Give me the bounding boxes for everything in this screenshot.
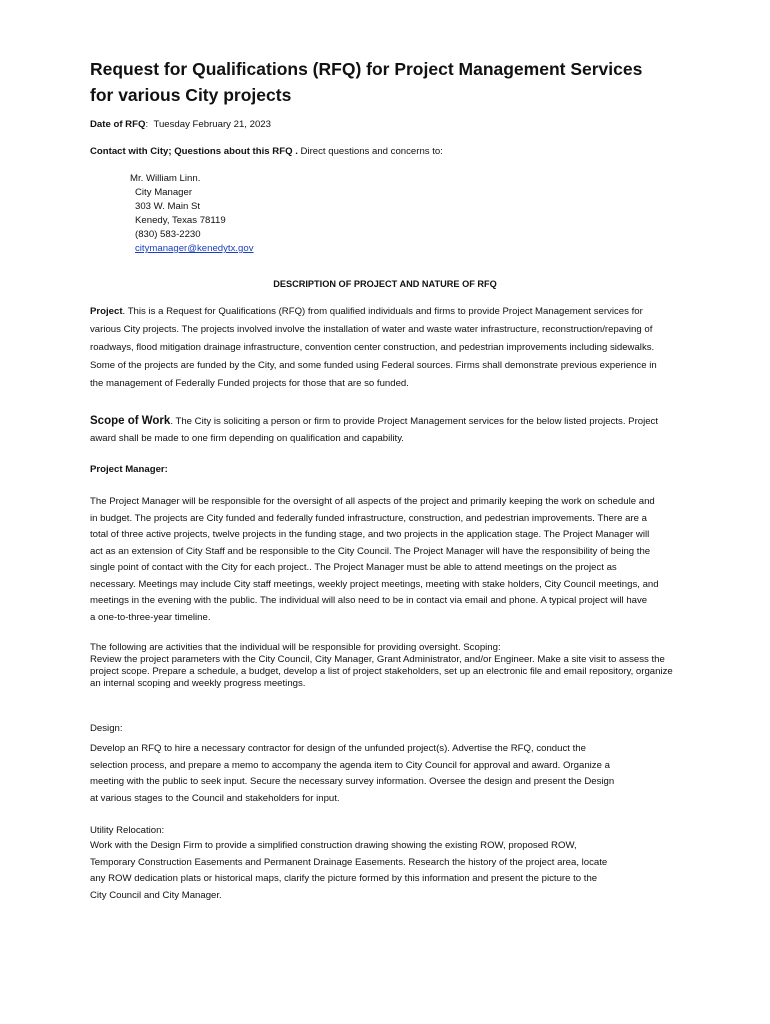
design-paragraph: [90, 741, 710, 807]
scope-line: award shall be made to one firm depending on qualification and capability.: [90, 432, 404, 444]
title-line-1: Request for Qualifications (RFQ) for Project Management Services: [90, 59, 643, 79]
pm-line: total of three active projects, twelve projects in the funding stage, and two projects in the application stage. The Project Manager will: [90, 529, 650, 540]
pm-heading: Project Manager:: [90, 464, 168, 475]
activities-line: an internal scoping and weekly progress meetings.: [90, 678, 306, 689]
project-line: the management of Federally Funded projects for those that are so funded.: [90, 378, 409, 389]
activities-line: The following are activities that the individual will be responsible for providing oversight. Scoping:: [90, 642, 501, 653]
utility-line: Work with the Design Firm to provide a simplified construction drawing showing the existing ROW, proposed ROW,: [90, 840, 577, 851]
rfq-date: [90, 119, 271, 130]
address-phone: (830) 583-2230: [135, 229, 201, 240]
contact-address: [130, 172, 254, 256]
contact-text: Direct questions and concerns to:: [300, 146, 443, 157]
activities-line: project scope. Prepare a schedule, a budget, develop a list of project stakeholders, set up an electronic file and email repository, organize: [90, 666, 673, 677]
design-line: selection process, and prepare a memo to accompany the agenda item to City Council for approval and award. Organize a: [90, 759, 610, 771]
project-line: various City projects. The projects involved involve the installation of water and waste water infrastructure, reconstruction/repaving of: [90, 324, 653, 335]
utility-heading: Utility Relocation:: [90, 825, 165, 836]
email-link[interactable]: citymanager@kenedytx.gov: [135, 243, 254, 254]
address-title: City Manager: [135, 187, 193, 198]
date-value: Tuesday February 21, 2023: [153, 119, 271, 130]
design-line: Develop an RFQ to hire a necessary contractor for design of the unfunded project(s). Advertise the RFQ, conduct the: [90, 743, 586, 754]
contact-line: [90, 146, 443, 157]
title-line-2: for various City projects: [90, 85, 292, 105]
section-heading: DESCRIPTION OF PROJECT AND NATURE OF RFQ: [273, 279, 497, 289]
pm-line: The Project Manager will be responsible for the oversight of all aspects of the project and primarily keeping the work on schedule and: [90, 496, 655, 507]
pm-line: meetings in the evening with the public. The individual will also need to be in contact via email and phone. A typical project will have: [90, 595, 648, 606]
pm-line: a one-to-three-year timeline.: [90, 611, 211, 623]
scope-paragraph: [90, 413, 710, 447]
utility-line: any ROW dedication plats or historical maps, clarify the picture formed by this information and present the picture to the: [90, 873, 598, 884]
document-title: [90, 56, 710, 108]
utility-line: Temporary Construction Easements and Permanent Drainage Easements. Research the history of the project area, locate: [90, 856, 608, 868]
activities-line: Review the project parameters with the City Council, City Manager, Grant Administrator, and/or Engineer. Make a site visit to assess the: [90, 654, 665, 665]
pm-line: act as an extension of City Staff and be responsible to the City Council. The Project Manager will have the responsibility of being the: [90, 545, 651, 557]
pm-line: necessary. Meetings may include City staff meetings, weekly project meetings, meeting with stake holders, City Council meetings, and: [90, 578, 659, 590]
date-label: Date of RFQ: [90, 119, 146, 130]
address-city: Kenedy, Texas 78119: [135, 215, 226, 226]
address-name: Mr. William Linn.: [130, 173, 201, 184]
utility-line: City Council and City Manager.: [90, 889, 222, 901]
pm-paragraph: [90, 494, 722, 626]
pm-line: in budget. The projects are City funded and federally funded infrastructure, construction, and pedestrian improvements. There are a: [90, 512, 647, 524]
project-paragraph: [90, 303, 710, 393]
address-street: 303 W. Main St: [135, 201, 201, 212]
contact-label: Contact with City; Questions about this RFQ .: [90, 146, 298, 157]
project-line: Project. This is a Request for Qualifications (RFQ) from qualified individuals and firms to provide Project Management services for: [90, 306, 643, 317]
project-line: roadways, flood mitigation drainage infrastructure, convention center construction, and pedestrian improvements including sidewalks.: [90, 342, 655, 353]
pm-line: single point of contact with the City for each project.. The Project Manager must be able to attend meetings on the project as: [90, 562, 617, 573]
design-line: at various stages to the Council and stakeholders for input.: [90, 792, 340, 804]
project-lead: Project: [90, 306, 123, 317]
utility-paragraph: [90, 838, 710, 904]
project-line: Some of the projects are funded by the City, and some funded using Federal sources. Firms shall demonstrate previous experience in: [90, 360, 657, 371]
activities-paragraph: [90, 642, 722, 690]
scope-line: . The City is soliciting a person or firm to provide Project Management services for the below listed projects. Project: [170, 416, 659, 427]
design-line: meeting with the public to seek input. Secure the necessary survey information. Oversee the design and present the Design: [90, 776, 615, 787]
date-sep: :: [145, 119, 149, 130]
scope-lead: Scope of Work: [90, 415, 171, 427]
design-heading: Design:: [90, 723, 123, 734]
